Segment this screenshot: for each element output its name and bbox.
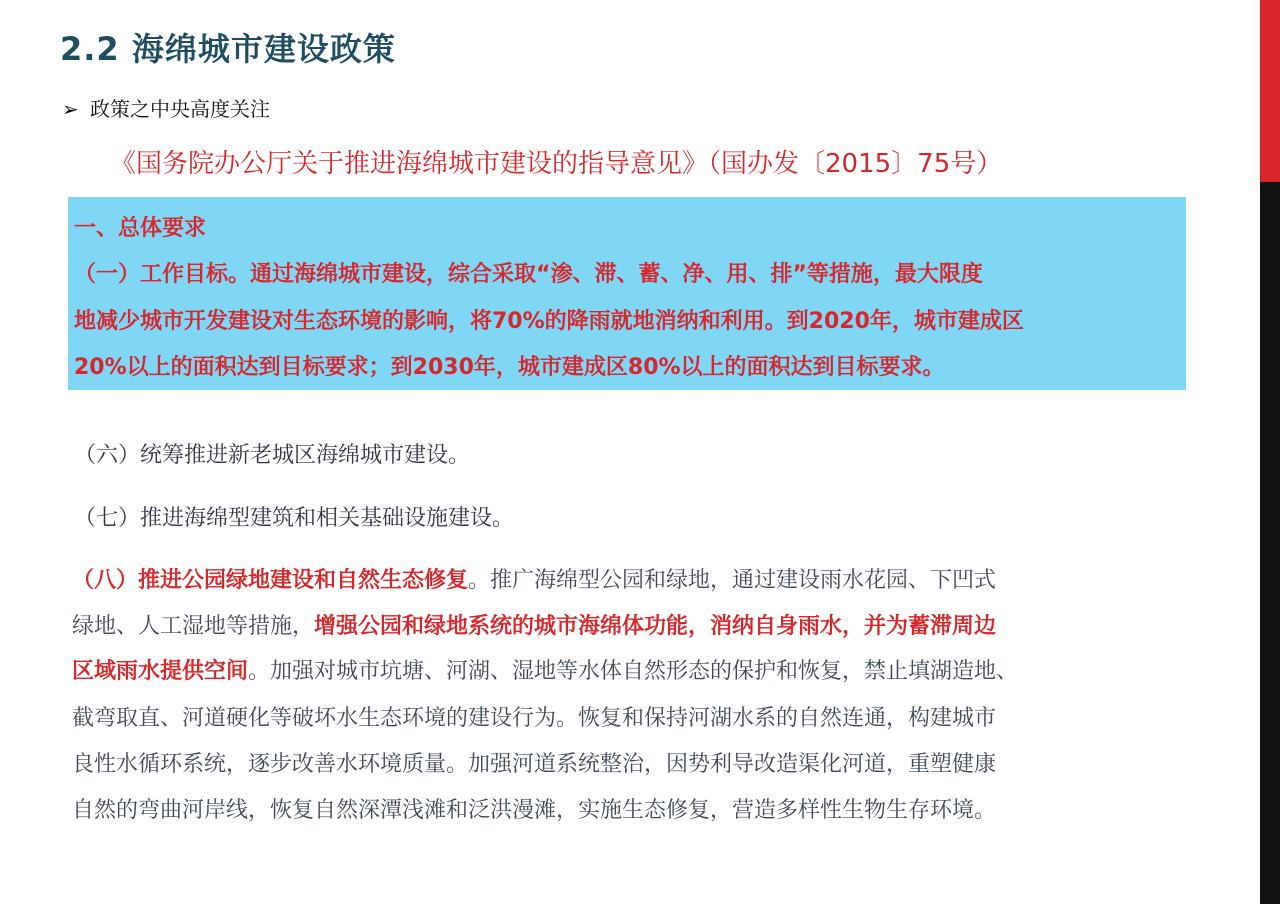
box-line-2: 地减少城市开发建设对生态环境的影响，将70%的降雨就地消纳和利用。到2020年，城市建成区 (74, 309, 1024, 334)
highlight-box (68, 197, 1186, 390)
box-heading: 一、总体要求 (74, 216, 207, 241)
bullet-text: 政策之中央高度关注 (90, 97, 270, 121)
document-title: 《国务院办公厅关于推进海绵城市建设的指导意见》（国办发〔2015〕75号） (110, 149, 1003, 179)
para-emphasis-2: 增强公园和绿地系统的城市海绵体功能，消纳自身雨水，并为蓄滞周边 (314, 614, 997, 639)
para-line-5: 良性水循环系统，逐步改善水环境质量。加强河道系统整治，因势利导改造渠化河道，重塑健康 (72, 752, 997, 777)
item-six: （六）统筹推进新老城区海绵城市建设。 (74, 443, 471, 468)
para-text-3: 。加强对城市坑塘、河湖、湿地等水体自然形态的保护和恢复，禁止填湖造地、 (248, 659, 1019, 684)
para-line-4: 截弯取直、河道硬化等破坏水生态环境的建设行为。恢复和保持河湖水系的自然连通，构建城市 (72, 706, 997, 731)
para-line-2 (72, 609, 996, 640)
edge-white-stripe (1238, 0, 1258, 904)
edge-black-stripe (1260, 182, 1280, 904)
edge-red-stripe (1260, 0, 1280, 182)
para-emphasis-1: （八）推进公园绿地建设和自然生态修复 (72, 568, 469, 593)
para-line-3 (72, 654, 1018, 685)
bullet-line (62, 93, 270, 122)
box-line-1: （一）工作目标。通过海绵城市建设，综合采取“渗、滞、蓄、净、用、排”等措施，最大限度 (74, 262, 983, 287)
para-line-6: 自然的弯曲河岸线，恢复自然深潭浅滩和泛洪漫滩，实施生态修复，营造多样性生物生存环境。 (72, 798, 997, 823)
item-seven: （七）推进海绵型建筑和相关基础设施建设。 (74, 506, 515, 531)
para-text-2: 绿地、人工湿地等措施， (72, 614, 315, 639)
arrow-bullet-icon: ➢ (62, 97, 79, 121)
para-text-1: 。推广海绵型公园和绿地，通过建设雨水花园、下凹式 (468, 568, 997, 593)
slide-title: 2.2 海绵城市建设政策 (60, 30, 396, 68)
box-line-3: 20%以上的面积达到目标要求；到2030年，城市建成区80%以上的面积达到目标要求。 (74, 355, 945, 380)
para-emphasis-3: 区域雨水提供空间 (72, 659, 249, 684)
para-line-1 (72, 563, 996, 594)
